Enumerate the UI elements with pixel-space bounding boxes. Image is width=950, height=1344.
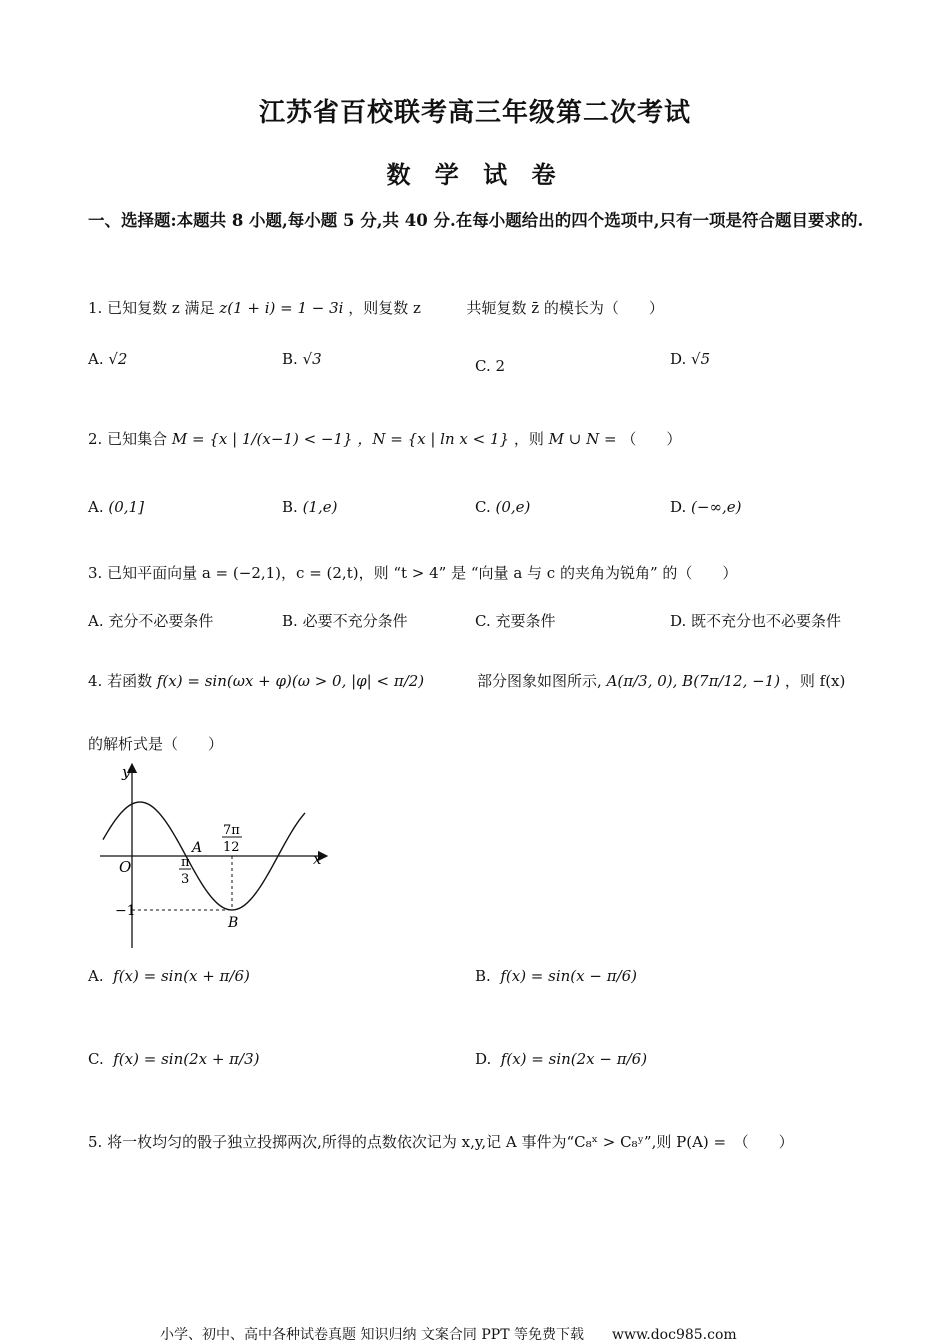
q2-formula-m: M = {x | 1/(x−1) < −1} (171, 430, 353, 448)
q3-option-b: B. 必要不充分条件 (282, 612, 408, 630)
q1-option-d-text: √5 (691, 350, 711, 368)
question-2 (88, 428, 681, 449)
q4-continued (477, 670, 845, 691)
q2-prefix: 2. 已知集合 (88, 430, 168, 448)
question-5: 5. 将一枚均匀的骰子独立投掷两次,所得的点数依次记为 x,y,记 A 事件为“C₈ˣ > C₈ʸ”,则 P(A) = （ ） (88, 1133, 794, 1151)
q2-option-d: D. (−∞,e) (670, 498, 742, 516)
question-3: 3. 已知平面向量 a = (−2,1)，c = (2,t)，则 “t > 4” 是 “向量 a 与 c 的夹角为锐角” 的（ ） (88, 564, 738, 582)
q4-formula: f(x) = sin(ωx + φ)(ω > 0, |φ| < π/2) (156, 672, 425, 690)
q4-option-d: D. f(x) = sin(2x − π/6) (475, 1050, 648, 1068)
q2-formula-n: ，N = {x | ln x < 1} (357, 430, 510, 448)
question-1 (88, 297, 664, 318)
q4-option-a-text: f(x) = sin(x + π/6) (113, 967, 250, 985)
point-b-label: B (228, 915, 239, 931)
q4-option-c: C. f(x) = sin(2x + π/3) (88, 1050, 260, 1068)
q4-points: A(π/3, 0), B(7π/12, −1) (606, 672, 781, 690)
q4-suffix: ，则 f(x) (784, 672, 846, 690)
q4-option-b: B. f(x) = sin(x − π/6) (475, 967, 638, 985)
x-axis-label: x (313, 850, 322, 868)
q2-suffix: ，则 (513, 430, 544, 448)
q4-line2: 的解析式是（ ） (88, 735, 224, 753)
q4-option-a: A. f(x) = sin(x + π/6) (88, 967, 250, 985)
q3-option-c-text: 充要条件 (495, 612, 556, 630)
q1-middle: ，则复数 z (348, 299, 421, 317)
q1-suffix: 共轭复数 z̄ 的模长为（ ） (466, 299, 664, 317)
subject-title: 数 学 试 卷 (386, 160, 564, 189)
q1-option-b: B. √3 (282, 350, 322, 368)
q4-middle: 部分图象如图所示, (477, 672, 602, 690)
page-footer: 小学、初中、高中各种试卷真题 知识归纳 文案合同 PPT 等免费下载 www.doc985.com (160, 1327, 737, 1343)
q4-option-d-text: f(x) = sin(2x − π/6) (500, 1050, 648, 1068)
q3-option-a: A. 充分不必要条件 (88, 612, 214, 630)
q1-option-c: C. 2 (475, 357, 506, 375)
neg-one-label: −1 (115, 903, 136, 919)
q2-formula-q: M ∪ N = (548, 430, 617, 448)
q2-option-a: A. (0,1] (88, 498, 144, 516)
q2-option-b-text: (1,e) (302, 498, 338, 516)
q2-option-c: C. (0,e) (475, 498, 531, 516)
q3-option-d-text: 既不充分也不必要条件 (691, 612, 842, 630)
section-heading: 一、选择题:本题共 8 小题,每小题 5 分,共 40 分.在每小题给出的四个选项中,只有一项是符合题目要求的. (88, 211, 864, 230)
question-4 (88, 670, 424, 691)
point-a-label: A (192, 840, 203, 856)
origin-label: O (119, 858, 132, 876)
q3-option-d: D. 既不充分也不必要条件 (670, 612, 842, 630)
y-axis-label: y (122, 763, 131, 781)
q1-option-a-text: √2 (108, 350, 128, 368)
q3-option-b-text: 必要不充分条件 (302, 612, 408, 630)
q1-option-c-text: 2 (495, 357, 506, 375)
q4-option-b-text: f(x) = sin(x − π/6) (500, 967, 638, 985)
q1-formula: z(1 + i) = 1 − 3i (219, 299, 344, 317)
seven-pi-12-num: 7π (223, 823, 240, 838)
pi-over-3-den: 3 (181, 872, 190, 887)
q1-option-b-text: √3 (302, 350, 322, 368)
seven-pi-12-den: 12 (223, 840, 240, 855)
q2-option-c-text: (0,e) (495, 498, 531, 516)
sine-graph-figure (95, 760, 335, 960)
q3-option-a-text: 充分不必要条件 (108, 612, 214, 630)
q2-blank: （ ） (621, 430, 682, 448)
q4-prefix: 4. 若函数 (88, 672, 153, 690)
q1-option-a: A. √2 (88, 350, 128, 368)
q1-prefix: 1. 已知复数 z 满足 (88, 299, 215, 317)
q3-option-c: C. 充要条件 (475, 612, 556, 630)
q2-option-b: B. (1,e) (282, 498, 338, 516)
exam-title: 江苏省百校联考高三年级第二次考试 (258, 98, 691, 128)
q2-option-a-text: (0,1] (108, 498, 144, 516)
q4-option-c-text: f(x) = sin(2x + π/3) (113, 1050, 260, 1068)
pi-over-3-num: π (181, 855, 190, 870)
q2-option-d-text: (−∞,e) (691, 498, 742, 516)
q1-option-d: D. √5 (670, 350, 711, 368)
